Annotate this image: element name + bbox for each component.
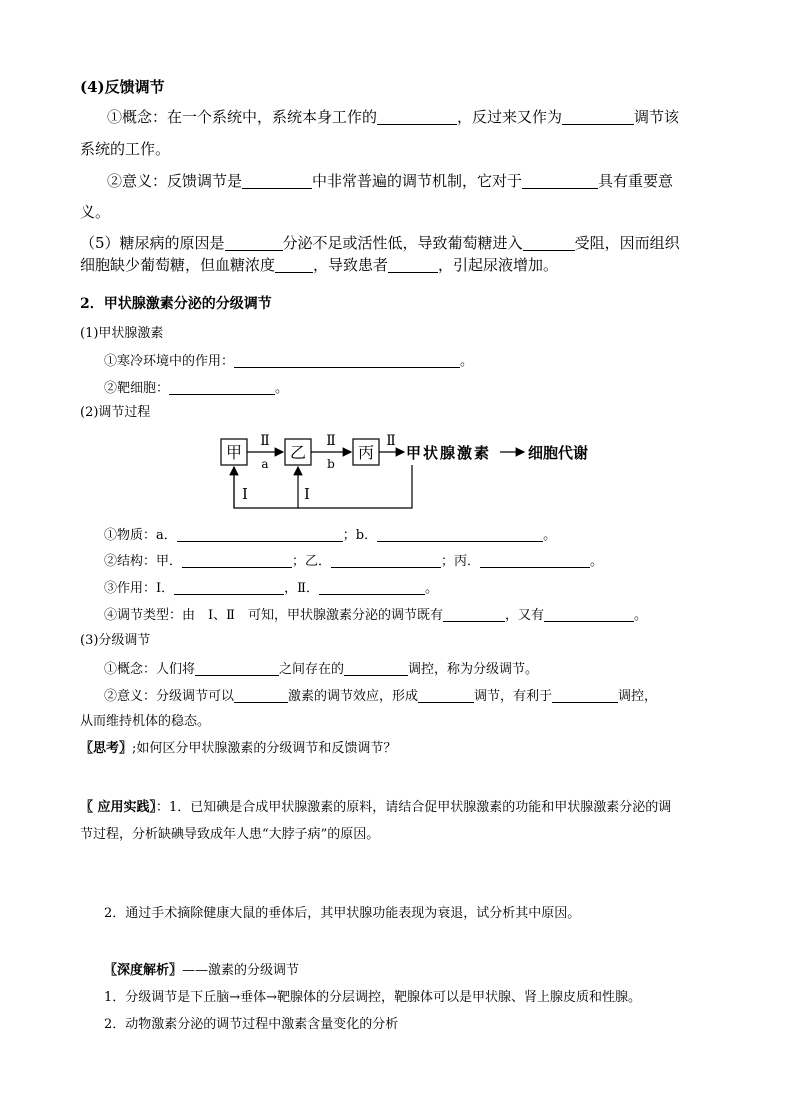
answer-blank[interactable] [377,526,543,542]
apply-line-2: 节过程，分析缺碘导致成年人患“大脖子病”的原因。 [80,827,380,842]
think-label: 〖思考〗 [80,741,133,756]
answer-blank[interactable] [344,660,408,676]
apply-q1-a: ：1．已知碘是合成甲状腺激素的原料，请结合促甲状腺激素的功能和甲状腺激素分泌的调 [156,800,672,815]
diabetes-text-e: ，导致患者 [313,256,389,274]
feedback-concept-text-c: 调节该 [634,108,680,126]
deep-label: 〖深度解析〗 [104,963,183,978]
answer-blank[interactable] [544,606,634,622]
answer-blank[interactable] [169,379,275,395]
apply-q2: 2．通过手术摘除健康大鼠的垂体后，其甲状腺功能表现为衰退，试分析其中原因。 [104,906,581,921]
thyroid-hormone-label: 甲状腺激素 [406,444,492,462]
roman-1-label: Ⅰ [304,485,310,503]
regulation-diagram [0,428,790,538]
thyroid-hormone-heading: (1)甲状腺激素 [80,326,164,341]
material-line [104,526,556,544]
answer-blank[interactable] [480,552,590,568]
period: 。 [460,354,474,369]
box-bing-label: 丙 [357,443,375,462]
target-cell-label: ②靶细胞： [104,381,170,396]
structure-label-c: ；丙． [441,554,481,569]
diabetes-text-f: ，引起尿液增加。 [438,256,559,274]
target-cell-line [104,379,288,397]
answer-blank[interactable] [195,660,279,676]
answer-blank[interactable] [182,552,292,568]
structure-label-b: ；乙． [292,554,332,569]
substance-a-label: a [261,457,269,471]
graded-concept-line [104,660,538,678]
feedback-meaning-cont: 义。 [80,203,111,221]
think-line [80,741,396,757]
answer-blank[interactable] [523,235,575,251]
answer-blank[interactable] [377,109,457,125]
graded-meaning-d: 调控， [618,689,658,704]
roman-2-label: Ⅱ [260,433,270,449]
regulation-type-line [104,606,647,624]
feedback-concept-cont: 系统的工作。 [80,140,171,158]
graded-heading: (3)分级调节 [80,633,151,648]
answer-blank[interactable] [522,173,598,189]
section-heading-feedback: (4)反馈调节 [80,78,165,96]
roman-2-label: Ⅱ [386,433,396,449]
answer-blank[interactable] [388,257,438,273]
apply-label: 〖 应用实践〗 [80,800,157,815]
answer-blank[interactable] [562,109,634,125]
effect-line [104,579,438,597]
process-heading: (2)调节过程 [80,405,151,420]
regulation-type-label-a: ④调节类型：由 Ⅰ、Ⅱ 可知，甲状腺激素分泌的调节既有 [104,608,443,623]
deep-point-1: 1．分级调节是下丘脑→垂体→靶腺体的分层调控，靶腺体可以是甲状腺、肾上腺皮质和性腺。 [104,990,642,1005]
graded-concept-a: ①概念：人们将 [104,662,196,677]
effect-label-b: ，Ⅱ． [284,581,319,596]
period: 。 [590,554,604,569]
diabetes-text-a: （5）糖尿病的原因是 [80,234,225,252]
answer-blank[interactable] [331,552,441,568]
metabolism-label: 细胞代谢 [528,444,589,462]
period: 。 [424,581,438,596]
graded-concept-b: 之间存在的 [279,662,345,677]
cold-effect-label: ①寒冷环境中的作用： [104,354,235,369]
effect-label-a: ③作用：Ⅰ． [104,581,175,596]
roman-2-label: Ⅱ [326,433,336,449]
answer-blank[interactable] [225,235,283,251]
material-label-a: ①物质：a． [104,528,177,543]
graded-meaning-cont: 从而维持机体的稳态。 [80,714,211,729]
deep-point-2: 2．动物激素分泌的调节过程中激素含量变化的分析 [104,1017,399,1032]
deep-title: ——激素的分级调节 [182,963,300,978]
diabetes-text-c: 受阻，因而组织 [574,234,680,252]
structure-label-a: ②结构：甲． [104,554,183,569]
apply-line-1 [80,800,671,816]
answer-blank[interactable] [234,687,288,703]
answer-blank[interactable] [443,606,505,622]
answer-blank[interactable] [177,526,343,542]
diabetes-text-b: 分泌不足或活性低，导致葡萄糖进入 [282,234,523,252]
answer-blank[interactable] [242,173,312,189]
graded-meaning-b: 激素的调节效应，形成 [288,689,419,704]
answer-blank[interactable] [418,687,474,703]
feedback-meaning-line [107,172,673,190]
part2-title: 2．甲状腺激素分泌的分级调节 [80,296,272,312]
deep-line [104,963,299,979]
diabetes-text-d: 细胞缺少葡萄糖，但血糖浓度 [80,256,276,274]
structure-line [104,552,603,570]
answer-blank[interactable] [174,579,284,595]
box-jia-label: 甲 [225,443,243,462]
diabetes-line-1 [80,234,680,252]
period: 。 [275,381,289,396]
roman-1-label: Ⅰ [242,485,248,503]
feedback-meaning-text-b: 中非常普遍的调节机制，它对于 [312,172,523,190]
graded-meaning-c: 调节，有利于 [474,689,553,704]
cold-effect-line [104,352,473,370]
feedback-loop-line [234,465,412,508]
think-text: ;如何区分甲状腺激素的分级调节和反馈调节？ [132,741,397,756]
feedback-meaning-text-a: ②意义：反馈调节是 [107,172,243,190]
material-label-b: ；b． [342,528,378,543]
graded-meaning-a: ②意义：分级调节可以 [104,689,235,704]
feedback-concept-line [107,108,679,126]
answer-blank[interactable] [319,579,425,595]
graded-meaning-line [104,687,657,705]
feedback-meaning-text-c: 具有重要意 [598,172,674,190]
box-yi-label: 乙 [289,443,307,462]
diabetes-line-2 [80,256,558,274]
regulation-type-label-b: ，又有 [504,608,544,623]
feedback-concept-text-b: ，反过来又作为 [457,108,563,126]
answer-blank[interactable] [234,352,460,368]
answer-blank[interactable] [275,257,313,273]
answer-blank[interactable] [552,687,618,703]
substance-b-label: b [327,457,335,471]
period: 。 [634,608,648,623]
graded-concept-c: 调控，称为分级调节。 [408,662,539,677]
period: 。 [543,528,557,543]
feedback-concept-text-a: ①概念：在一个系统中，系统本身工作的 [107,108,378,126]
